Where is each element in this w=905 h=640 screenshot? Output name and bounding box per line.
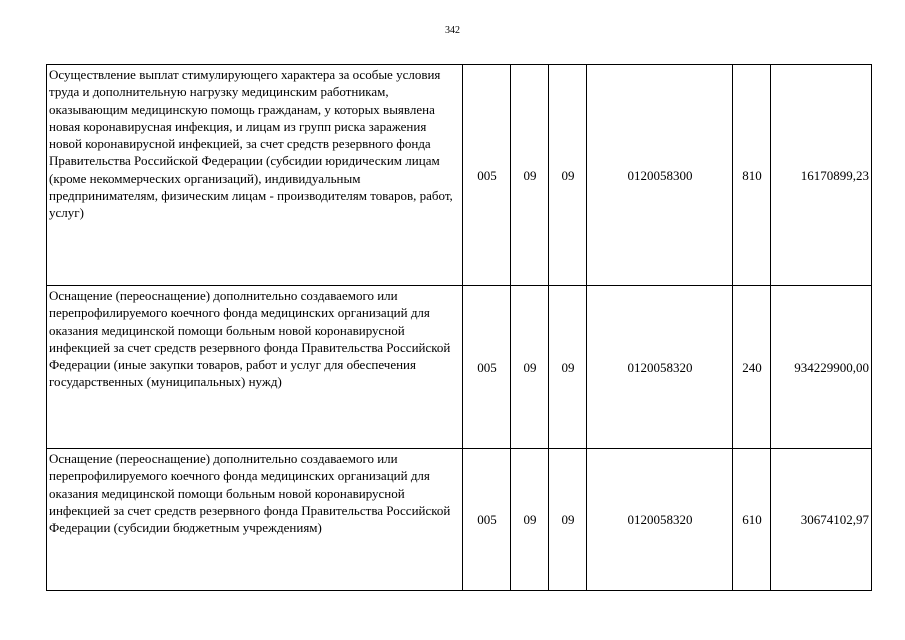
amount-value: 934229900,00 (771, 286, 872, 449)
ministry-code: 005 (463, 286, 511, 449)
target-article-code: 0120058320 (587, 449, 733, 591)
budget-table (46, 64, 872, 591)
table-row (47, 65, 872, 286)
amount-value: 30674102,97 (771, 449, 872, 591)
amount-value: 16170899,23 (771, 65, 872, 286)
row-description: Осуществление выплат стимулирующего характера за особые условия труда и дополнительную нагрузку медицинским работникам, оказывающим медицинскую помощь гражданам, у которых выявлена новая коронавирусная инфекция, и лицам из групп риска заражения новой коронавирусной инфекцией, за счет средств резервного фонда Правительства Российской Федерации (субсидии юридическим лицам (кроме некоммерческих организаций), индивидуальным предпринимателям, физическим лицам - производителям товаров, работ, услуг) (47, 65, 463, 286)
section-code: 09 (511, 449, 549, 591)
subsection-code: 09 (549, 449, 587, 591)
ministry-code: 005 (463, 449, 511, 591)
target-article-code: 0120058320 (587, 286, 733, 449)
expense-type-code: 240 (733, 286, 771, 449)
expense-type-code: 810 (733, 65, 771, 286)
ministry-code: 005 (463, 65, 511, 286)
table-row (47, 449, 872, 591)
section-code: 09 (511, 286, 549, 449)
table-row (47, 286, 872, 449)
target-article-code: 0120058300 (587, 65, 733, 286)
row-description: Оснащение (переоснащение) дополнительно создаваемого или перепрофилируемого коечного фонда медицинских организаций для оказания медицинской помощи больным новой коронавирусной инфекцией за счет средств резервного фонда Правительства Российской Федерации (субсидии бюджетным учреждениям) (47, 449, 463, 591)
row-description: Оснащение (переоснащение) дополнительно создаваемого или перепрофилируемого коечного фонда медицинских организаций для оказания медицинской помощи больным новой коронавирусной инфекцией за счет средств резервного фонда Правительства Российской Федерации (иные закупки товаров, работ и услуг для обеспечения государственных (муниципальных) нужд) (47, 286, 463, 449)
expense-type-code: 610 (733, 449, 771, 591)
page-number: 342 (445, 25, 460, 36)
subsection-code: 09 (549, 286, 587, 449)
section-code: 09 (511, 65, 549, 286)
subsection-code: 09 (549, 65, 587, 286)
